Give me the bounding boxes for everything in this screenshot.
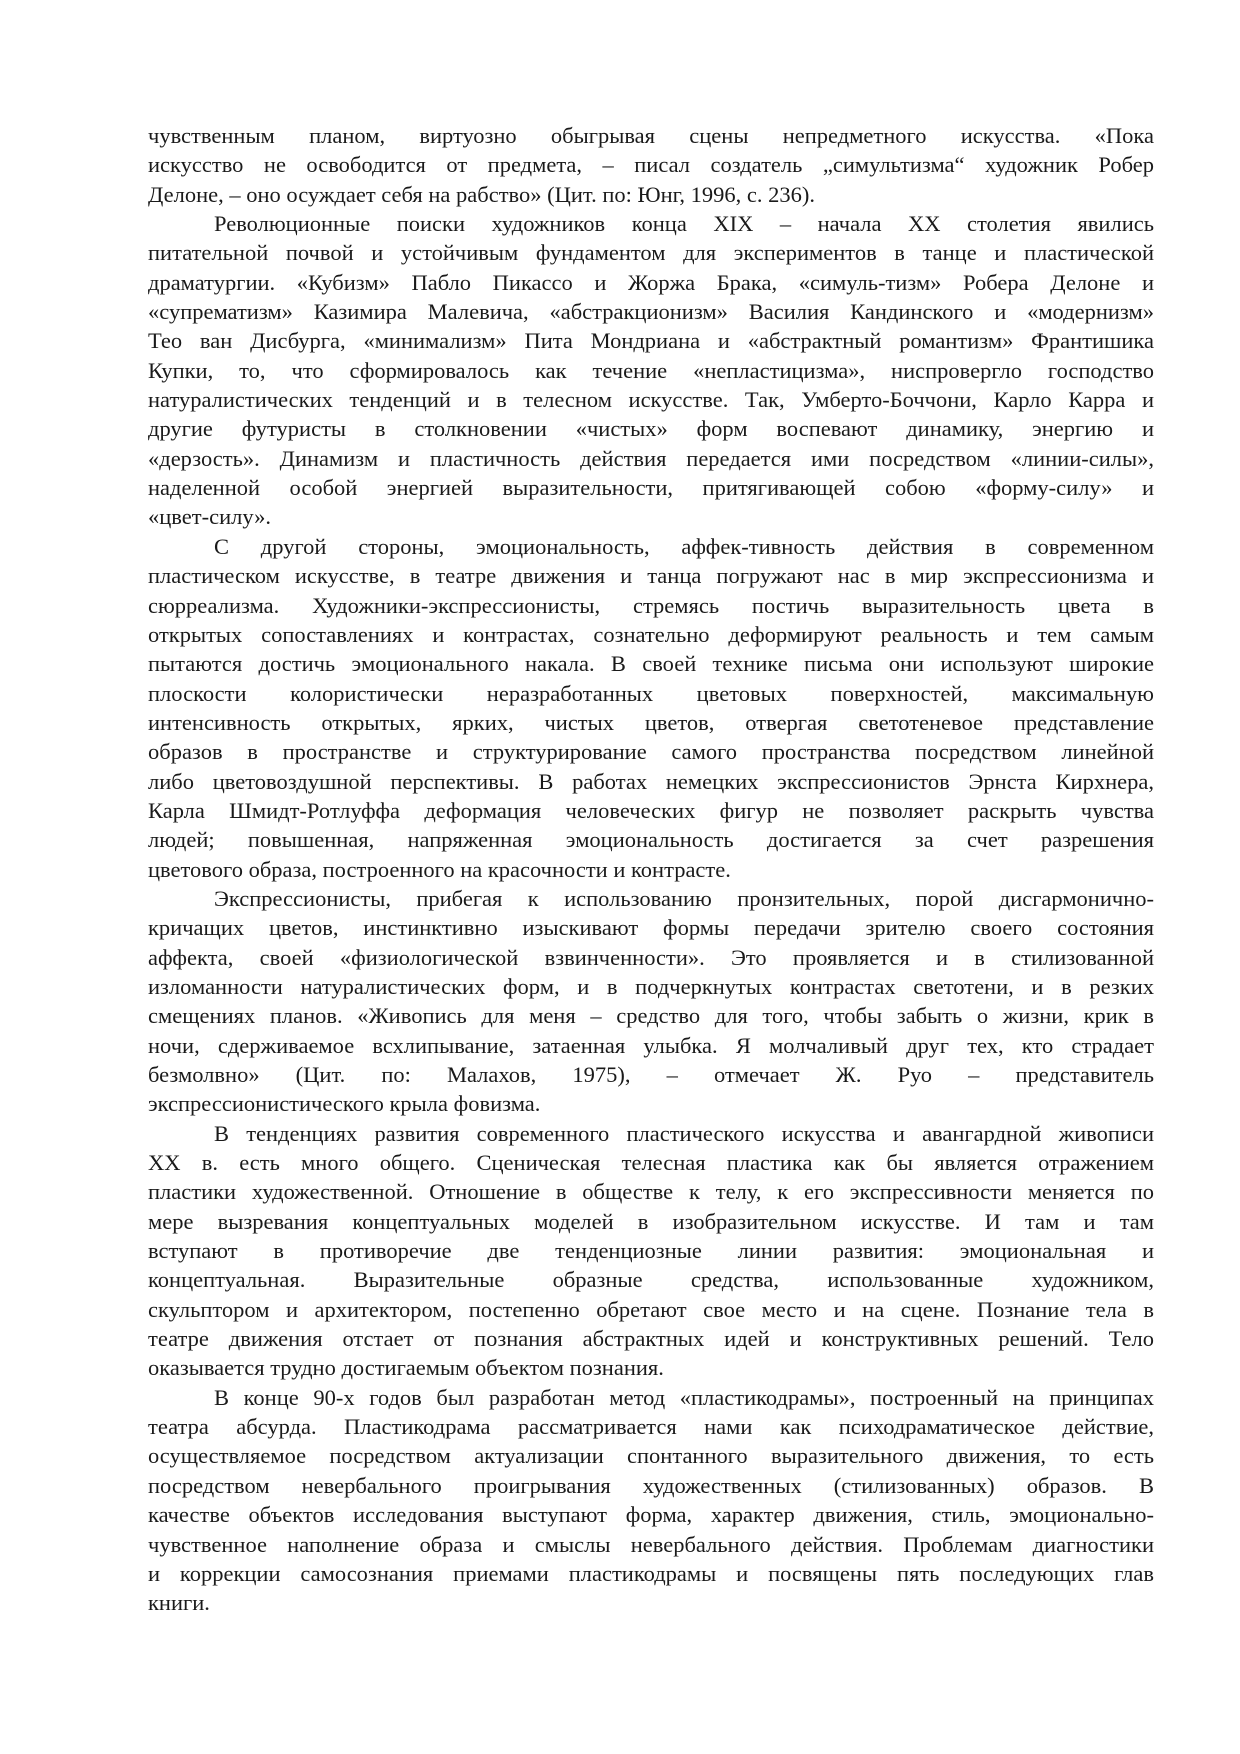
text-line: безмолвно» (Цит. по: Малахов, 1975), – отмечает Ж. Руо – представитель: [148, 1062, 1154, 1087]
text-line: экспрессионистического крыла фовизма.: [148, 1091, 541, 1117]
text-line: качестве объектов исследования выступают форма, характер движения, стиль, эмоционально-: [148, 1502, 1154, 1528]
text-line: плоскости колористически неразработанных цветовых поверхностей, максимальную: [148, 680, 1154, 706]
text-line: С другой стороны, эмоциональность, аффек-тивность действия в современном: [214, 533, 1154, 559]
paragraph: [148, 532, 1154, 884]
text-line: XX в. есть много общего. Сценическая телесная пластика как бы является отражением: [148, 1150, 1154, 1176]
text-line: книги.: [148, 1590, 210, 1616]
text-line: осуществляемое посредством актуализации спонтанного выразительного движения, то есть: [148, 1443, 1154, 1469]
text-line: изломанности натуралистических форм, и в подчеркнутых контрастах светотени, и в резких: [148, 973, 1154, 999]
text-line: сюрреализма. Художники-экспрессионисты, стремясь постичь выразительность цвета в: [148, 592, 1154, 618]
text-line: посредством невербального проигрывания художественных (стилизованных) образов. В: [148, 1472, 1154, 1498]
text-line: Тео ван Дисбурга, «минимализм» Пита Мондриана и «абстрактный романтизм» Франтишика: [148, 328, 1154, 354]
text-line: пытаются достичь эмоционального накала. В своей технике письма они используют широкие: [148, 651, 1154, 677]
text-line: оказывается трудно достигаемым объектом познания.: [148, 1355, 664, 1381]
text-line: смещениях планов. «Живопись для меня – средство для того, чтобы забыть о жизни, крик в: [148, 1003, 1154, 1029]
text-line: Купки, то, что сформировалось как течение «непластицизма», ниспровергло господство: [148, 357, 1154, 383]
paragraph: [148, 884, 1154, 1119]
text-line: открытых сопоставлениях и контрастах, сознательно деформируют реальность и тем самым: [148, 621, 1154, 647]
document-body: [148, 121, 1154, 1618]
text-line: драматургии. «Кубизм» Пабло Пикассо и Жоржа Брака, «симуль-тизм» Робера Делоне и: [148, 269, 1154, 295]
text-line: натуралистических тенденций и в телесном искусстве. Так, Умберто-Боччони, Карло Карра и: [148, 387, 1154, 413]
text-line: пластики художественной. Отношение в обществе к телу, к его экспрессивности меняется по: [148, 1179, 1154, 1205]
text-line: кричащих цветов, инстинктивно изыскивают формы передачи зрителю своего состояния: [148, 915, 1154, 941]
text-line: театре движения отстает от познания абстрактных идей и конструктивных решений. Тело: [148, 1326, 1154, 1352]
text-line: Революционные поиски художников конца XIX – начала XX столетия явились: [214, 211, 1154, 237]
text-line: образов в пространстве и структурирование самого пространства посредством линейной: [148, 739, 1154, 765]
text-line: В конце 90-х годов был разработан метод «пластикодрамы», построенный на принципах: [214, 1384, 1154, 1410]
paragraph: [148, 1119, 1154, 1383]
text-line: Делоне, – оно осуждает себя на рабство» (Цит. по: Юнг, 1996, с. 236).: [148, 181, 815, 207]
text-line: наделенной особой энергией выразительности, притягивающей собою «форму-силу» и: [148, 475, 1154, 501]
text-line: «цвет-силу».: [148, 504, 272, 530]
text-line: Экспрессионисты, прибегая к использованию пронзительных, порой дисгармонично-: [214, 885, 1154, 911]
text-line: скульптором и архитектором, постепенно обретают свое место и на сцене. Познание тела в: [148, 1296, 1154, 1322]
text-line: В тенденциях развития современного пластического искусства и авангардной живописи: [214, 1120, 1154, 1146]
text-line: людей; повышенная, напряженная эмоциональность достигается за счет разрешения: [148, 827, 1154, 853]
text-line: питательной почвой и устойчивым фундаментом для экспериментов в танце и пластической: [148, 240, 1154, 266]
text-line: чувственное наполнение образа и смыслы невербального действия. Проблемам диагностики: [148, 1531, 1154, 1557]
text-line: интенсивность открытых, ярких, чистых цветов, отвергая светотеневое представление: [148, 709, 1154, 735]
text-line: искусство не освободится от предмета, – писал создатель „симультизма“ художник Робер: [148, 152, 1154, 178]
text-line: другие футуристы в столкновении «чистых» форм воспевают динамику, энергию и: [148, 416, 1154, 442]
paragraph: [148, 1383, 1154, 1618]
text-line: вступают в противоречие две тенденциозные линии развития: эмоциональная и: [148, 1238, 1154, 1264]
text-line: ночи, сдерживаемое всхлипывание, затаенная улыбка. Я молчаливый друг тех, кто страдает: [148, 1032, 1154, 1058]
text-line: и коррекции самосознания приемами пластикодрамы и посвящены пять последующих глав: [148, 1560, 1154, 1586]
text-line: театра абсурда. Пластикодрама рассматривается нами как психодраматическое действие,: [148, 1414, 1154, 1440]
text-line: цветового образа, построенного на красочности и контрасте.: [148, 856, 731, 882]
text-line: «дерзость». Динамизм и пластичность действия передается ими посредством «линии-силы»,: [148, 445, 1154, 471]
paragraph: [148, 209, 1154, 532]
text-line: «супрематизм» Казимира Малевича, «абстракционизм» Василия Кандинского и «модернизм»: [148, 299, 1154, 325]
paragraph: [148, 121, 1154, 209]
text-line: пластическом искусстве, в театре движения и танца погружают нас в мир экспрессионизма и: [148, 563, 1154, 589]
text-line: Карла Шмидт-Ротлуффа деформация человеческих фигур не позволяет раскрыть чувства: [148, 797, 1154, 823]
text-line: концептуальная. Выразительные образные средства, использованные художником,: [148, 1267, 1154, 1293]
text-line: либо цветовоздушной перспективы. В работах немецких экспрессионистов Эрнста Кирхнера,: [148, 768, 1154, 794]
text-line: аффекта, своей «физиологической взвинченности». Это проявляется и в стилизованной: [148, 944, 1154, 970]
text-line: чувственным планом, виртуозно обыгрывая сцены непредметного искусства. «Пока: [148, 123, 1154, 148]
text-line: мере вызревания концептуальных моделей в изобразительном искусстве. И там и там: [148, 1208, 1154, 1234]
